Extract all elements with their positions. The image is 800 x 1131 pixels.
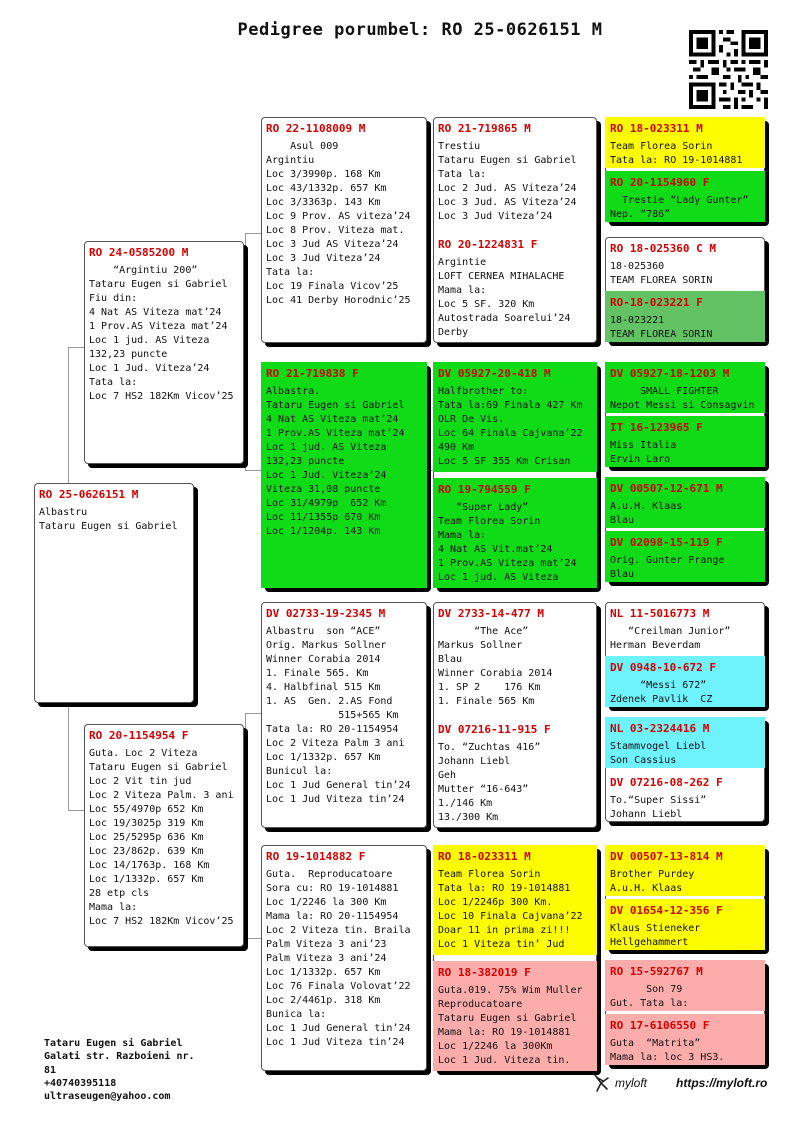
connector-line xyxy=(245,713,246,938)
pedigree-line: Loc 5 SF. 320 Km xyxy=(438,299,535,310)
pedigree-line: Bunica la: xyxy=(266,1009,327,1020)
great-grandparent-card[interactable] xyxy=(433,478,597,588)
pedigree-line: Tataru Eugen si Gabriel xyxy=(39,521,178,532)
ancestor-card[interactable] xyxy=(605,899,765,950)
ring-number: DV 07216-08-262 F xyxy=(610,776,723,789)
pedigree-line: 4 Nat AS Vit.mat’24 xyxy=(438,544,553,555)
pedigree-line: Loc 1/1204p. 143 Km xyxy=(266,526,381,537)
pedigree-line: Tata la: RO 19-1014881 xyxy=(438,883,571,894)
breeder-email[interactable]: ultraseugen@yahoo.com xyxy=(44,1091,171,1103)
pedigree-line: “The Ace” xyxy=(438,626,529,637)
pedigree-line: “Messi 672” xyxy=(610,680,707,691)
pedigree-line: Loc 10 Finala Cajvana’22 xyxy=(438,911,583,922)
pedigree-line: Reproducatoare xyxy=(438,999,523,1010)
pedigree-line: Guta “Matrita” xyxy=(610,1038,701,1049)
pedigree-line: Tataru Eugen si Gabriel xyxy=(438,1013,577,1024)
pedigree-line: Loc 1 Jud. Viteza’24 xyxy=(89,363,210,374)
ring-number: RO 18-382019 F xyxy=(438,966,531,979)
pedigree-line: 4. Halbfinal 515 Km xyxy=(266,682,381,693)
pedigree-line: 4 Nat AS Viteza mat’24 xyxy=(89,307,222,318)
pedigree-line: Loc 41 Derby Horodnic’25 xyxy=(266,295,411,306)
pedigree-line: Loc 23/862p. 639 Km xyxy=(89,846,204,857)
pedigree-line: “Super Lady” xyxy=(438,502,529,513)
ring-number: RO 20-1154960 F xyxy=(610,176,710,189)
pedigree-subject-card[interactable] xyxy=(34,483,194,703)
pedigree-line: Loc 1 Jud General tin’24 xyxy=(266,780,411,791)
ring-number: DV 2733-14-477 M xyxy=(438,607,544,620)
pedigree-line: Hellgehammert xyxy=(610,937,689,948)
ancestor-card[interactable] xyxy=(605,656,765,707)
pedigree-line: A.u.H. Klaas xyxy=(610,883,683,894)
great-grandparent-card[interactable] xyxy=(433,718,597,828)
pedigree-line: Loc 1 Viteza tin’ Jud xyxy=(438,939,565,950)
breeder-name: Tataru Eugen si Gabriel xyxy=(44,1038,183,1049)
pedigree-line: Palm Viteza 3 ani’24 xyxy=(266,953,387,964)
ring-number: RO-18-023221 F xyxy=(610,296,703,309)
pedigree-line: Loc 3 Jud. AS Viteza’24 xyxy=(438,197,577,208)
pedigree-line: Loc 7 HS2 182Km Vicov’25 xyxy=(89,916,234,927)
ancestor-card[interactable] xyxy=(605,717,765,768)
ring-number: RO 19-1014882 F xyxy=(266,850,366,863)
pedigree-line: LOFT CERNEA MIHALACHE xyxy=(438,271,565,282)
pedigree-line: Tata la: xyxy=(266,267,315,278)
great-grandparent-card[interactable] xyxy=(433,233,597,343)
pedigree-line: Loc 5 SF 355 Km Crisan xyxy=(438,456,571,467)
pedigree-line: Loc 9 Prov. AS viteza’24 xyxy=(266,211,411,222)
great-grandparent-card[interactable] xyxy=(433,602,597,712)
great-grandparent-card[interactable] xyxy=(433,362,597,472)
pedigree-line: Loc 1/2246 la 300 Km xyxy=(266,897,387,908)
pedigree-line: Tata la: xyxy=(438,169,487,180)
pedigree-line: Fiu din: xyxy=(89,293,138,304)
pedigree-line: Mutter “16-643” xyxy=(438,784,529,795)
pedigree-line: Loc 3 Jud AS Viteza’24 xyxy=(266,239,399,250)
pedigree-line: SMALL FIGHTER xyxy=(610,386,719,397)
pedigree-line: Blau xyxy=(610,515,635,526)
pedigree-line: Son 79 xyxy=(610,984,683,995)
great-grandparent-card[interactable] xyxy=(433,845,597,955)
pedigree-line: Loc 19/3025p 319 Km xyxy=(89,818,204,829)
breeder-address: Galati str. Razboieni nr. xyxy=(44,1051,195,1063)
pedigree-line: Team Florea Sorin xyxy=(438,516,541,527)
myloft-logo xyxy=(592,1072,647,1094)
pedigree-line: Bunicul la: xyxy=(266,766,333,777)
ring-number: RO 18-023311 M xyxy=(610,122,703,135)
ancestor-card[interactable] xyxy=(605,531,765,582)
connector-line xyxy=(245,713,262,714)
ring-number: RO 21-719865 M xyxy=(438,122,531,135)
ring-number: DV 02098-15-119 F xyxy=(610,536,723,549)
pedigree-line: Trestiu xyxy=(438,141,481,152)
pedigree-line: Mama la: RO 20-1154954 xyxy=(266,911,399,922)
ring-number: RO 25-0626151 M xyxy=(39,488,139,501)
pedigree-line: 1. SP 2 176 Km xyxy=(438,682,541,693)
breeder-phone[interactable]: +40740395118 xyxy=(44,1077,117,1089)
pedigree-line: Team Florea Sorin xyxy=(438,869,541,880)
pedigree-line: 1 Prov.AS Viteza mat’24 xyxy=(89,321,228,332)
great-grandparent-card[interactable] xyxy=(433,961,597,1071)
pedigree-line: Loc 43/1332p. 657 Km xyxy=(266,183,387,194)
pedigree-line: Orig. Gunter Prange xyxy=(610,555,725,566)
pedigree-line: 132,23 puncte xyxy=(266,456,345,467)
pedigree-line: Winner Corabia 2014 xyxy=(266,654,381,665)
breeder-contact xyxy=(44,1037,195,1103)
pedigree-line: Loc 19 Finala Vicov’25 xyxy=(266,281,399,292)
pedigree-line: Loc 1/2246 la 300Km xyxy=(438,1041,553,1052)
ancestor-card[interactable] xyxy=(605,960,765,1011)
connector-line xyxy=(68,703,69,810)
pedigree-line: Loc 1 Jud Viteza tin’24 xyxy=(266,794,405,805)
pedigree-line: Tataru Eugen si Gabriel xyxy=(89,762,228,773)
pedigree-line: Blau xyxy=(438,654,463,665)
pedigree-line: 1./146 Km xyxy=(438,798,493,809)
ancestor-card[interactable] xyxy=(605,771,765,822)
ring-number: DV 01654-12-356 F xyxy=(610,904,723,917)
pedigree-line: Loc 1/2246p 300 Km. xyxy=(438,897,553,908)
pedigree-line: Sora cu: RO 19-1014881 xyxy=(266,883,399,894)
pedigree-line: 28 etp cls xyxy=(89,888,150,899)
pedigree-line: Derby xyxy=(438,327,469,338)
pedigree-line: Loc 3/3363p. 143 Km xyxy=(266,197,381,208)
pedigree-line: Gut. Tata la: xyxy=(610,998,689,1009)
pedigree-line: Loc 25/5295p 636 Km xyxy=(89,832,204,843)
ancestor-card[interactable] xyxy=(605,291,765,342)
ancestor-card[interactable] xyxy=(605,237,765,288)
great-grandparent-card[interactable] xyxy=(433,117,597,227)
pedigree-line: To.“Super Sissi” xyxy=(610,795,707,806)
website-link[interactable]: https://myloft.ro xyxy=(676,1076,768,1090)
pedigree-line: Loc 2 Viteza Palm 3 ani xyxy=(266,738,405,749)
pedigree-line: Loc 1 jud. AS Viteza xyxy=(266,442,387,453)
ring-number: DV 0948-10-672 F xyxy=(610,661,716,674)
pedigree-line: Herman Beverdam xyxy=(610,640,701,651)
pedigree-line: Loc 3 Jud Viteza’24 xyxy=(266,253,381,264)
pedigree-line: 18-023221 xyxy=(610,315,665,326)
pedigree-line: Loc 1 Jud General tin’24 xyxy=(266,1023,411,1034)
pedigree-line: Loc 2 Viteza tin. Braila xyxy=(266,925,411,936)
pedigree-line: Loc 2 Viteza Palm. 3 ani xyxy=(89,790,234,801)
pedigree-line: 18-025360 xyxy=(610,261,665,272)
ring-number: RO 18-023311 M xyxy=(438,850,531,863)
pedigree-line: 13./300 Km xyxy=(438,812,499,823)
pedigree-line: Loc 31/4979p 652 Km xyxy=(266,498,387,509)
connector-line xyxy=(68,347,69,485)
ring-number: DV 00507-13-814 M xyxy=(610,850,723,863)
pedigree-line: Loc 2 Vit tin jud xyxy=(89,776,192,787)
ancestor-card[interactable] xyxy=(605,362,765,413)
ancestor-card[interactable] xyxy=(605,416,765,467)
pedigree-line: To. “Zuchtas 416” xyxy=(438,742,541,753)
pedigree-line: Mama la: xyxy=(438,285,487,296)
pedigree-line: Loc 1/1332p. 657 Km xyxy=(266,967,381,978)
ring-number: RO 22-1108009 M xyxy=(266,122,366,135)
ring-number: DV 05927-20-418 M xyxy=(438,367,551,380)
pedigree-line: Tata la: RO 20-1154954 xyxy=(266,724,399,735)
pedigree-line: 132,23 puncte xyxy=(89,349,168,360)
ring-number: NL 11-5016773 M xyxy=(610,607,710,620)
pedigree-line: Johann Liebl xyxy=(610,809,683,820)
pedigree-line: Tataru Eugen si Gabriel xyxy=(266,400,405,411)
pedigree-line: Asul 009 xyxy=(266,141,339,152)
pedigree-line: “Creilman Junior” xyxy=(610,626,731,637)
pedigree-line: Son Cassius xyxy=(610,755,677,766)
pedigree-line: Albastra. xyxy=(266,386,321,397)
ring-number: RO 21-719838 F xyxy=(266,367,359,380)
pedigree-line: Tataru Eugen si Gabriel xyxy=(438,155,577,166)
pedigree-line: Argintie xyxy=(438,257,487,268)
pedigree-line: Argintiu xyxy=(266,155,315,166)
ring-number: NL 03-2324416 M xyxy=(610,722,710,735)
pedigree-line: 1. Finale 565 Km xyxy=(438,696,535,707)
pedigree-line: Loc 1 jud. AS Viteza xyxy=(89,335,210,346)
pedigree-line: Guta.019. 75% Wim Muller xyxy=(438,985,583,996)
pedigree-line: Halfbrother to: xyxy=(438,386,529,397)
logo-text: myloft xyxy=(615,1076,648,1090)
pedigree-line: Stammvogel Liebl xyxy=(610,741,707,752)
sire-of-dam-card[interactable] xyxy=(261,602,427,828)
pedigree-line: Orig. Markus Sollner xyxy=(266,640,387,651)
ring-number: RO 17-6106550 F xyxy=(610,1019,710,1032)
ring-number: DV 05927-18-1203 M xyxy=(610,367,730,380)
ring-number: DV 07216-11-915 F xyxy=(438,723,551,736)
pedigree-line: Tata la: xyxy=(89,377,138,388)
dam-card[interactable] xyxy=(84,724,244,947)
pedigree-line: Palm Viteza 3 ani’23 xyxy=(266,939,387,950)
pedigree-line: Ervin Laro xyxy=(610,454,671,465)
pedigree-line: Loc 1 jud. AS Viteza xyxy=(438,572,559,583)
pedigree-line: 1 Prov.AS Viteza mat’24 xyxy=(438,558,577,569)
sire-card[interactable] xyxy=(84,241,244,464)
ring-number: DV 00507-12-671 M xyxy=(610,482,723,495)
pedigree-line: Miss Italia xyxy=(610,440,677,451)
ancestor-card[interactable] xyxy=(605,1014,765,1065)
pedigree-line: 4 Nat AS Viteza mat’24 xyxy=(266,414,399,425)
pedigree-line: Trestie “Lady Gunter” xyxy=(610,195,749,206)
pedigree-line: Loc 1/1332p. 657 Km xyxy=(266,752,381,763)
pedigree-line: Nep. “786” xyxy=(610,209,671,220)
pedigree-line: Tata la: RO 19-1014881 xyxy=(610,155,743,166)
dam-of-sire-card[interactable] xyxy=(261,362,427,588)
pedigree-line: Doar 11 in prima zi!!! xyxy=(438,925,571,936)
pedigree-line: Loc 76 Finala Volovat’22 xyxy=(266,981,411,992)
sire-of-sire-card[interactable] xyxy=(261,117,427,343)
pedigree-line: Loc 64 Finala Cajvana’22 xyxy=(438,428,583,439)
pedigree-line: Johann Liebl xyxy=(438,756,511,767)
pedigree-line: 515+565 Km xyxy=(266,710,399,721)
pedigree-line: Loc 2/4461p. 318 Km xyxy=(266,995,381,1006)
connector-line xyxy=(245,233,246,470)
pedigree-line: Geh xyxy=(438,770,457,781)
ring-number: RO 15-592767 M xyxy=(610,965,703,978)
pedigree-line: Albastru son “ACE” xyxy=(266,626,381,637)
pedigree-line: Loc 1 Jud. Viteza tin. xyxy=(438,1055,571,1066)
ring-number: RO 18-025360 C M xyxy=(610,242,716,255)
ancestor-card[interactable] xyxy=(605,602,765,653)
pedigree-line: “Argintiu 200” xyxy=(89,265,198,276)
connector-line xyxy=(245,233,262,234)
breeder-address-number: 81 xyxy=(44,1064,57,1076)
pedigree-line: Guta. Reproducatoare xyxy=(266,869,393,880)
ring-number: DV 02733-19-2345 M xyxy=(266,607,386,620)
pedigree-line: Tataru Eugen si Gabriel xyxy=(89,279,228,290)
pedigree-line: Mama la: xyxy=(438,530,487,541)
ring-number: RO 20-1224831 F xyxy=(438,238,538,251)
ancestor-card[interactable] xyxy=(605,117,765,168)
pedigree-line: Zdenek Pavlik CZ xyxy=(610,694,713,705)
pedigree-line: Autostrada Soarelui’24 xyxy=(438,313,571,324)
pedigree-line: 1. AS Gen. 2.AS Fond xyxy=(266,696,393,707)
pedigree-line: Team Florea Sorin xyxy=(610,141,713,152)
pedigree-line: Viteza 31,08 puncte xyxy=(266,484,381,495)
pedigree-line: Mama la: RO 19-1014881 xyxy=(438,1027,571,1038)
dam-of-dam-card[interactable] xyxy=(261,845,427,1071)
pedigree-line: Loc 1 Jud Viteza tin’24 xyxy=(266,1037,405,1048)
pedigree-line: Klaus Stieneker xyxy=(610,923,701,934)
connector-line xyxy=(245,938,262,939)
pedigree-line: Blau xyxy=(610,569,635,580)
pedigree-line: Nepot Messi si Consagvin xyxy=(610,400,755,411)
ring-number: IT 16-123965 F xyxy=(610,421,703,434)
pedigree-line: Guta. Loc 2 Viteza xyxy=(89,748,198,759)
pedigree-line: Loc 55/4970p 652 Km xyxy=(89,804,204,815)
pedigree-line: 490 Km xyxy=(438,442,475,453)
pedigree-line: Markus Sollner xyxy=(438,640,523,651)
pedigree-line: Loc 14/1763p. 168 Km xyxy=(89,860,210,871)
bird-icon xyxy=(592,1072,612,1094)
pedigree-line: 1. Finale 565. Km xyxy=(266,668,369,679)
ring-number: RO 24-0585200 M xyxy=(89,246,189,259)
pedigree-line: Mama la: loc 3 HS3. xyxy=(610,1052,725,1063)
pedigree-line: Loc 8 Prov. Viteza mat. xyxy=(266,225,405,236)
pedigree-line: TEAM FLOREA SORIN xyxy=(610,275,713,286)
pedigree-line: TEAM FLOREA SORIN xyxy=(610,329,713,340)
ancestor-card[interactable] xyxy=(605,845,765,896)
pedigree-line: Loc 2 Jud. AS Viteza’24 xyxy=(438,183,577,194)
pedigree-line: 1 Prov.AS Viteza mat’24 xyxy=(266,428,405,439)
pedigree-line: Albastru xyxy=(39,507,88,518)
pedigree-line: Tata la:69 Finala 427 Km xyxy=(438,400,583,411)
pedigree-line: Winner Corabia 2014 xyxy=(438,668,553,679)
qr-code-icon[interactable] xyxy=(689,30,768,109)
ancestor-card[interactable] xyxy=(605,477,765,528)
pedigree-line: Loc 1 Jud. Viteza’24 xyxy=(266,470,387,481)
ring-number: RO 19-794559 F xyxy=(438,483,531,496)
pedigree-line: Brother Purdey xyxy=(610,869,695,880)
ring-number: RO 20-1154954 F xyxy=(89,729,189,742)
pedigree-line: Mama la: xyxy=(89,902,138,913)
pedigree-line: Loc 7 HS2 182Km Vicov’25 xyxy=(89,391,234,402)
pedigree-line: Loc 11/1355p 670 Km xyxy=(266,512,381,523)
pedigree-line: Loc 1/1332p. 657 Km xyxy=(89,874,204,885)
pedigree-line: Loc 3 Jud Viteza’24 xyxy=(438,211,553,222)
page-title: Pedigree porumbel: RO 25-0626151 M xyxy=(237,20,603,40)
ancestor-card[interactable] xyxy=(605,171,765,222)
pedigree-line: Loc 3/3990p. 168 Km xyxy=(266,169,381,180)
pedigree-line: A.u.H. Klaas xyxy=(610,501,683,512)
pedigree-line: OLR De Vis. xyxy=(438,414,505,425)
